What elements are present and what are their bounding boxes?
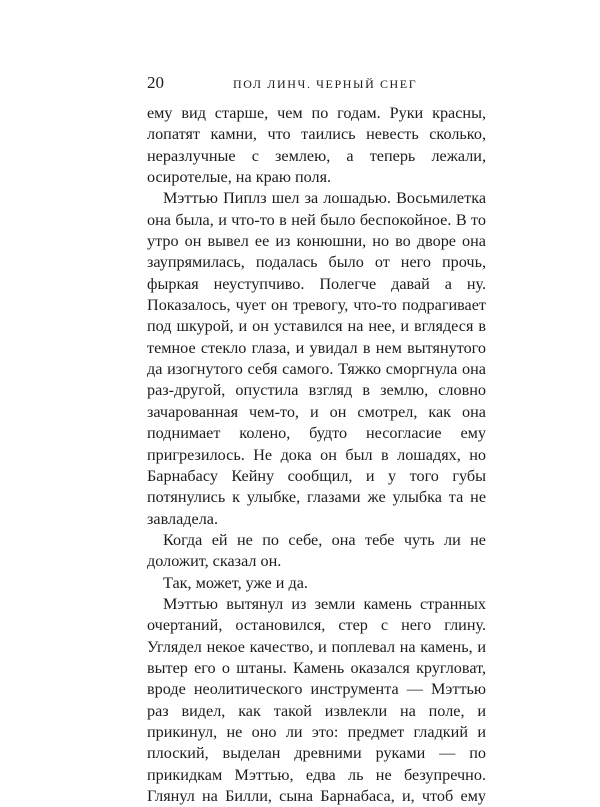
- body-text: [147, 103, 486, 807]
- paragraph: Так, может, уже и да.: [163, 573, 308, 592]
- running-head: [147, 73, 487, 95]
- book-title: ПОЛ ЛИНЧ. ЧЕРНЫЙ СНЕГ: [233, 77, 418, 91]
- paragraph: Мэттью вытянул из земли камень странных очертаний, остановился, стер с него глину. Углядел некое качество, и поплевал на камень, и вытер его о штаны. Камень оказался кругловат, вроде неолитического инструмента — Мэттью раз видел, как такой извлекли на поле, и прикинул, не оно ли это: предмет гладкий и плоский, выделан древними руками — по прикидкам Мэттью, едва ль не безупречно. Глянул на Билли, сына Барнабаса, и, чтоб ему: [147, 594, 486, 805]
- paragraph: Когда ей не по себе, она тебе чуть ли не доложит, сказал он.: [147, 530, 486, 571]
- page-number: 20: [147, 73, 164, 92]
- paragraph: Мэттью Пиплз шел за лошадью. Восьмилетка она была, и что-то в ней было беспокойное. В то утро он вывел ее из конюшни, но во дворе она заупрямилась, подалась было от него прочь, фыркая неуступчиво. Полегче давай а ну. Показалось, чует он тревогу, что-то подрагивает под шкурой, и он уставился на нее, и вглядеся в темное стекло глаза, и увидал в нем вытянутого да изогнутого себя самого. Тяжко сморгнула она раз-другой, опустила взгляд в землю, словно зачарованная чем-то, и он смотрел, как она поднимает колено, будто несогласие ему пригрезилось. Не дока он был в лошадях, но Барнабасу Кейну сообщил, и у того губы потянулись к улыбке, глазами же улыбка та не завладела.: [147, 189, 486, 528]
- paragraph: ему вид старше, чем по годам. Руки красны, лопатят камни, что таились невесть сколько, неразлучные с землею, а теперь лежали, осиротелые, на краю поля.: [147, 104, 486, 187]
